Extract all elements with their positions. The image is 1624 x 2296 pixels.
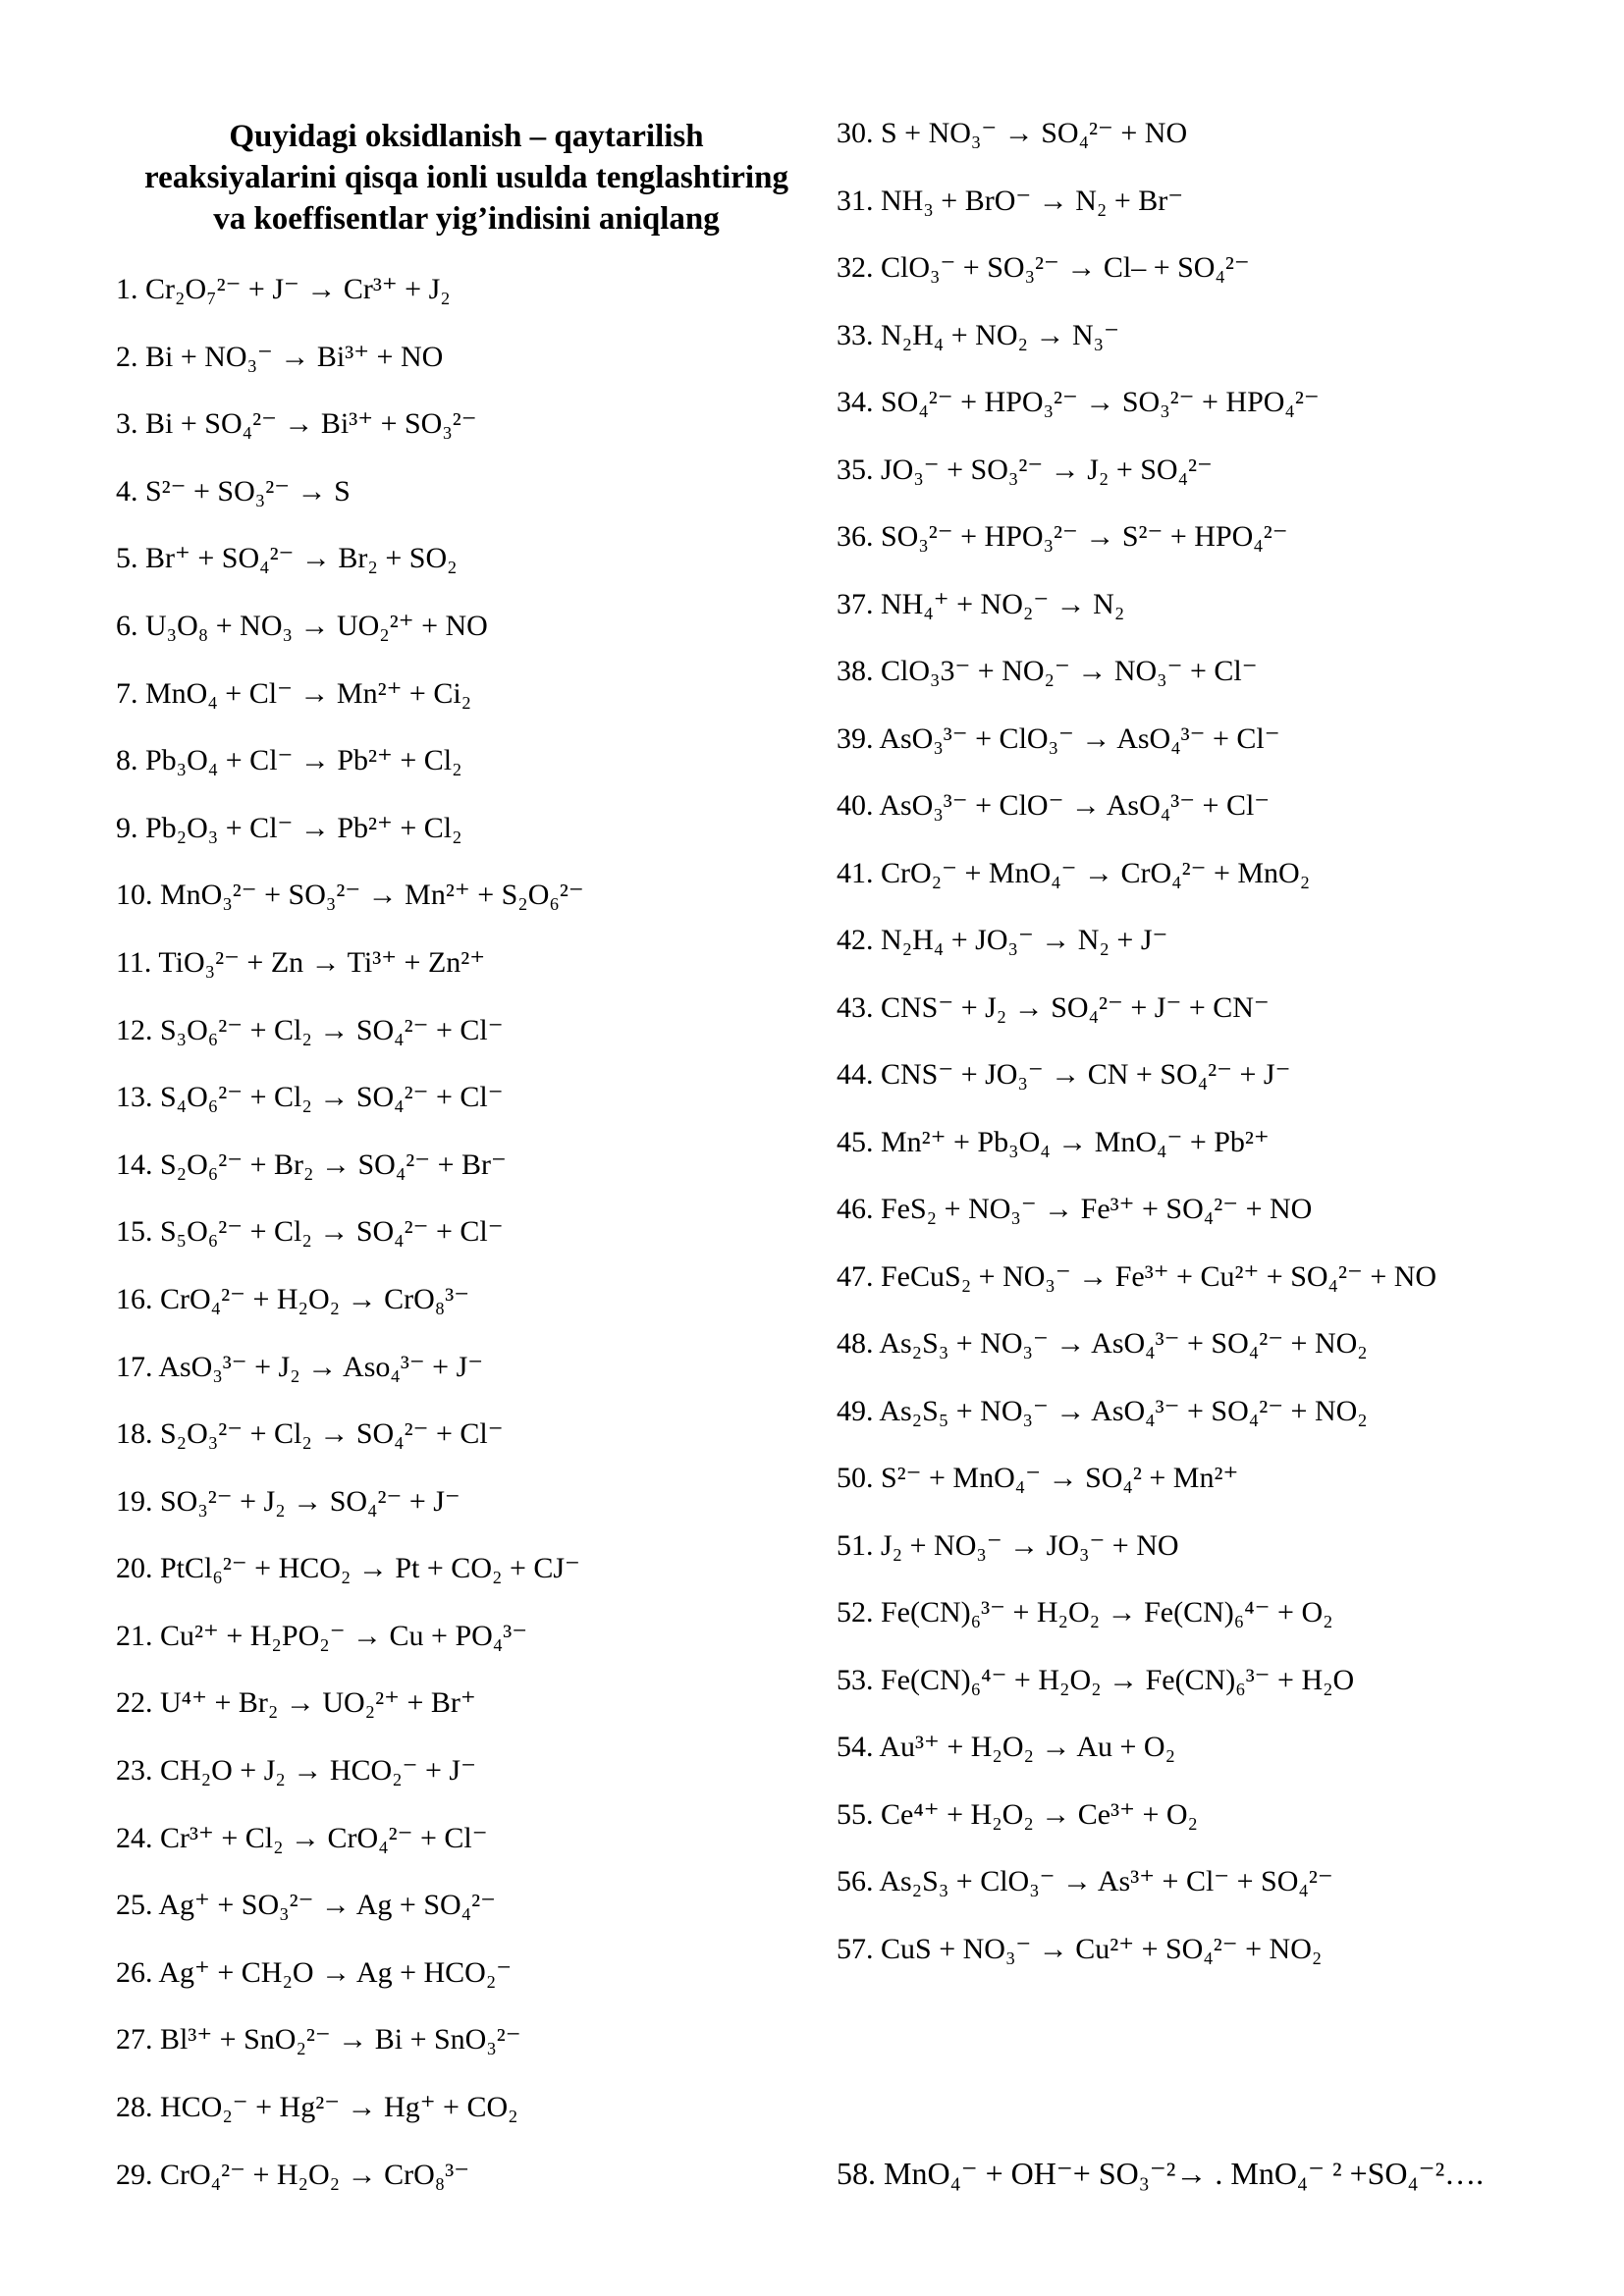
equation-item: 27. Bl³⁺ + SnO₂²⁻ → Bi + SnO₃²⁻ xyxy=(116,2023,521,2056)
equation-item: 5. Br⁺ + SO₄²⁻ → Br₂ + SO₂ xyxy=(116,542,458,575)
equation-item: 36. SO₃²⁻ + HPO₃²⁻ → S²⁻ + HPO₄²⁻ xyxy=(837,520,1288,553)
equation-item: 29. CrO₄²⁻ + H₂O₂ → CrO₈³⁻ xyxy=(116,2158,470,2191)
equation-item: 19. SO₃²⁻ + J₂ → SO₄²⁻ + J⁻ xyxy=(116,1484,460,1518)
equation-item: 50. S²⁻ + MnO₄⁻ → SO₄² + Mn²⁺ xyxy=(837,1462,1239,1494)
equation-item: 52. Fe(CN)₆³⁻ + H₂O₂ → Fe(CN)₆⁴⁻ + O₂ xyxy=(837,1596,1333,1629)
equation-item: 32. ClO₃⁻ + SO₃²⁻ → Cl– + SO₄²⁻ xyxy=(837,251,1250,284)
title-line: Quyidagi oksidlanish – qaytarilish xyxy=(229,119,704,154)
equation-item: 7. MnO₄ + Cl⁻ → Mn²⁺ + Ci₂ xyxy=(116,676,472,710)
equation-item: 2. Bi + NO₃⁻ → Bi³⁺ + NO xyxy=(116,340,444,373)
equation-item: 14. S₂O₆²⁻ + Br₂ → SO₄²⁻ + Br⁻ xyxy=(116,1148,507,1181)
equation-item: 22. U⁴⁺ + Br₂ → UO₂²⁺ + Br⁺ xyxy=(116,1686,476,1720)
equation-item: 10. MnO₃²⁻ + SO₃²⁻ → Mn²⁺ + S₂O₆²⁻ xyxy=(116,879,584,912)
equation-item: 34. SO₄²⁻ + HPO₃²⁻ → SO₃²⁻ + HPO₄²⁻ xyxy=(837,386,1320,418)
equation-item: 1. Cr₂O₇²⁻ + J⁻ → Cr³⁺ + J₂ xyxy=(116,273,451,305)
equation-item: 56. As₂S₃ + ClO₃⁻ → As³⁺ + Cl⁻ + SO₄²⁻ xyxy=(837,1865,1333,1897)
title-line: va koeffisentlar yig’indisini aniqlang xyxy=(213,201,720,237)
equation-item: 4. S²⁻ + SO₃²⁻ → S xyxy=(116,474,351,507)
equation-item: 8. Pb₃O₄ + Cl⁻ → Pb²⁺ + Cl₂ xyxy=(116,744,462,777)
equation-item: 15. S₅O₆²⁻ + Cl₂ → SO₄²⁻ + Cl⁻ xyxy=(116,1215,504,1249)
equations-left-column xyxy=(116,272,584,2224)
equation-item: 16. CrO₄²⁻ + H₂O₂ → CrO₈³⁻ xyxy=(116,1282,470,1315)
equation-item: 41. CrO₂⁻ + MnO₄⁻ → CrO₄²⁻ + MnO₂ xyxy=(837,856,1311,889)
equation-item: 26. Ag⁺ + CH₂O → Ag + HCO₂⁻ xyxy=(116,1955,513,1989)
equation-item: 3. Bi + SO₄²⁻ → Bi³⁺ + SO₃²⁻ xyxy=(116,407,477,441)
equation-item: 55. Ce⁴⁺ + H₂O₂ → Ce³⁺ + O₂ xyxy=(837,1797,1198,1831)
equation-item: 51. J₂ + NO₃⁻ → JO₃⁻ + NO xyxy=(837,1528,1179,1562)
equation-item: 33. N₂H₄ + NO₂ → N₃⁻ xyxy=(837,318,1119,351)
equation-item: 23. CH₂O + J₂ → HCO₂⁻ + J⁻ xyxy=(116,1754,476,1788)
equation-item: 18. S₂O₃²⁻ + Cl₂ → SO₄²⁻ + Cl⁻ xyxy=(116,1417,504,1451)
equation-item: 44. CNS⁻ + JO₃⁻ → CN + SO₄²⁻ + J⁻ xyxy=(837,1058,1291,1091)
equation-item: 40. AsO₃³⁻ + ClO⁻ → AsO₄³⁻ + Cl⁻ xyxy=(837,789,1271,822)
equation-item: 9. Pb₂O₃ + Cl⁻ → Pb²⁺ + Cl₂ xyxy=(116,811,462,844)
equation-item: 49. As₂S₅ + NO₃⁻ → AsO₄³⁻ + SO₄²⁻ + NO₂ xyxy=(837,1394,1368,1427)
equation-item: 12. S₃O₆²⁻ + Cl₂ → SO₄²⁻ + Cl⁻ xyxy=(116,1013,504,1046)
equation-item: 38. ClO₃3⁻ + NO₂⁻ → NO₃⁻ + Cl⁻ xyxy=(837,655,1258,687)
equation-item: 39. AsO₃³⁻ + ClO₃⁻ → AsO₄³⁻ + Cl⁻ xyxy=(837,721,1280,755)
equation-item: 54. Au³⁺ + H₂O₂ → Au + O₂ xyxy=(837,1731,1176,1763)
equations-right-column xyxy=(837,116,1436,1999)
equation-item: 6. U₃O₈ + NO₃ → UO₂²⁺ + NO xyxy=(116,609,488,642)
equation-item: 20. PtCl₆²⁻ + HCO₂ → Pt + CO₂ + CJ⁻ xyxy=(116,1552,580,1585)
title-line: reaksiyalarini qisqa ionli usulda tenglashtiring xyxy=(144,160,788,195)
equation-item: 35. JO₃⁻ + SO₃²⁻ → J₂ + SO₄²⁻ xyxy=(837,453,1213,486)
equation-item: 25. Ag⁺ + SO₃²⁻ → Ag + SO₄²⁻ xyxy=(116,1889,496,1922)
equation-item: 42. N₂H₄ + JO₃⁻ → N₂ + J⁻ xyxy=(837,924,1168,956)
equation-58: 58. MnO₄⁻ + OH⁻+ SO₃⁻²→ . MnO₄⁻ ² +SO₄⁻²…. xyxy=(837,2156,1485,2191)
equation-item: 47. FeCuS₂ + NO₃⁻ → Fe³⁺ + Cu²⁺ + SO₄²⁻ + NO xyxy=(837,1259,1437,1293)
equation-item: 31. NH₃ + BrO⁻ → N₂ + Br⁻ xyxy=(837,184,1184,217)
equation-item: 21. Cu²⁺ + H₂PO₂⁻ → Cu + PO₄³⁻ xyxy=(116,1619,528,1652)
worksheet-title xyxy=(113,116,820,240)
equation-item: 53. Fe(CN)₆⁴⁻ + H₂O₂ → Fe(CN)₆³⁻ + H₂O xyxy=(837,1663,1355,1696)
equation-item: 13. S₄O₆²⁻ + Cl₂ → SO₄²⁻ + Cl⁻ xyxy=(116,1081,504,1114)
equation-item: 30. S + NO₃⁻ → SO₄²⁻ + NO xyxy=(837,117,1188,149)
equation-item: 48. As₂S₃ + NO₃⁻ → AsO₄³⁻ + SO₄²⁻ + NO₂ xyxy=(837,1327,1368,1360)
equation-item: 45. Mn²⁺ + Pb₃O₄ → MnO₄⁻ + Pb²⁺ xyxy=(837,1125,1270,1158)
equation-item: 11. TiO₃²⁻ + Zn → Ti³⁺ + Zn²⁺ xyxy=(116,945,486,979)
equation-item: 28. HCO₂⁻ + Hg²⁻ → Hg⁺ + CO₂ xyxy=(116,2091,518,2124)
equation-item: 46. FeS₂ + NO₃⁻ → Fe³⁺ + SO₄²⁻ + NO xyxy=(837,1193,1313,1225)
equation-item: 37. NH₄⁺ + NO₂⁻ → N₂ xyxy=(837,587,1125,620)
equation-item: 17. AsO₃³⁻ + J₂ → Aso₄³⁻ + J⁻ xyxy=(116,1350,484,1383)
equation-item: 24. Cr³⁺ + Cl₂ → CrO₄²⁻ + Cl⁻ xyxy=(116,1821,488,1854)
equation-item: 57. CuS + NO₃⁻ → Cu²⁺ + SO₄²⁻ + NO₂ xyxy=(837,1932,1323,1965)
equation-item: 43. CNS⁻ + J₂ → SO₄²⁻ + J⁻ + CN⁻ xyxy=(837,990,1270,1024)
